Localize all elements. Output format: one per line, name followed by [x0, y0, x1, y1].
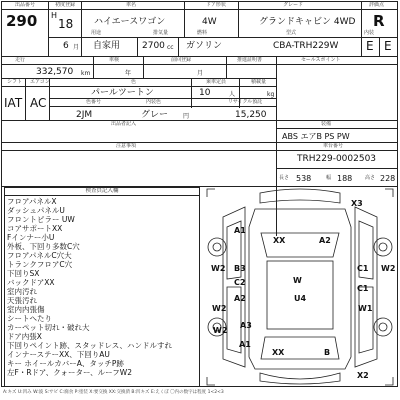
shaken-label: 車検	[109, 57, 120, 63]
overall-rating: R	[373, 12, 385, 30]
note-line: Fインナー小U	[7, 233, 55, 242]
chassis-number: TRH229-0002503	[297, 154, 377, 164]
length-label: 長さ	[279, 175, 290, 181]
width-label: 幅	[326, 175, 332, 181]
damage-mark: W	[293, 276, 302, 285]
damage-mark: X3	[351, 199, 363, 208]
rule	[93, 56, 94, 78]
month-unit: 月	[73, 44, 80, 51]
damage-mark: C1	[357, 264, 369, 273]
note-line: トランクフロアC穴	[7, 260, 73, 269]
note-line: 左F・Rドア、クォーター、ルーフW2	[7, 368, 132, 377]
rule	[143, 56, 144, 78]
interior-grade: E	[366, 39, 374, 53]
rule	[191, 78, 192, 108]
recycle-label: リサイクル預託	[228, 99, 263, 105]
rule	[1, 86, 276, 87]
width-value: 188	[337, 174, 353, 183]
rule	[184, 1, 185, 37]
km-unit: km	[81, 70, 91, 77]
note-line: シートへたり	[7, 314, 52, 323]
chassis-label: 型式	[286, 30, 297, 36]
damage-mark: W2	[213, 326, 228, 335]
doors-label: ドア形状	[206, 2, 226, 8]
interior-label: 内装	[364, 30, 375, 36]
note-line: 室内内張傷	[7, 305, 45, 314]
load-label: 積載量	[251, 79, 267, 85]
rule	[379, 37, 380, 56]
rule	[1, 64, 398, 65]
shift-value: IAT	[4, 96, 23, 110]
kg-unit: kg	[267, 91, 275, 98]
note-line: フロントピラー UW	[7, 215, 75, 224]
model-label: 車名	[126, 2, 137, 8]
damage-mark: X2	[357, 371, 369, 380]
reg-year: 18	[58, 17, 74, 31]
recycle-fee: 15,250	[235, 110, 267, 120]
note-line: 下回りペイント跡、スタッドレス、ハンドルすれ	[7, 341, 172, 350]
rule	[276, 150, 398, 151]
rule	[178, 37, 179, 56]
note-line: カーペット切れ・破れ大	[7, 323, 90, 332]
cc-unit: cc	[167, 44, 174, 51]
note-line: バックドアXX	[7, 278, 55, 287]
note-line: インナーステーXX、下回りAU	[7, 350, 110, 359]
rule	[81, 1, 82, 56]
rule	[276, 128, 398, 129]
rule	[238, 1, 239, 37]
damage-mark: XX	[273, 236, 286, 245]
rating-label: 評価点	[369, 2, 385, 8]
height-label: 高さ	[365, 175, 376, 181]
rule	[1, 9, 398, 10]
damage-mark: B3	[234, 264, 246, 273]
ac-label: エアコン	[30, 79, 50, 85]
rule	[1, 120, 398, 121]
color-number: 2JM	[76, 110, 93, 120]
lot-number: 290	[6, 12, 38, 30]
damage-mark: A2	[319, 236, 331, 245]
cc-label: 排気量	[153, 30, 169, 36]
length-value: 538	[296, 174, 312, 183]
lot-label: 出品番号	[15, 2, 36, 8]
damage-mark: C2	[234, 278, 246, 287]
damage-mark: W2	[381, 264, 396, 273]
history-label: 推進証明書	[237, 57, 263, 63]
note-line: フロアパネルC穴大	[7, 251, 72, 260]
use-label: 用途	[91, 30, 102, 36]
int-color-label: 内装色	[146, 99, 162, 105]
chassis-no-label: 車台番号	[323, 143, 344, 149]
rule	[1, 150, 276, 151]
color-no-label: 色番号	[86, 99, 102, 105]
rule	[48, 37, 398, 38]
note-line: ドア内張X	[7, 332, 42, 341]
grade-label: グレード	[283, 2, 304, 8]
note-line: 下回りSX	[7, 269, 40, 278]
fuel-type: ガソリン	[186, 41, 223, 51]
shift-label: シフト	[7, 79, 23, 85]
rule	[1, 142, 276, 143]
reg-month: 6	[63, 41, 69, 51]
mileage-value: 332,570	[36, 67, 74, 77]
rule	[49, 106, 276, 107]
prev-reg-label: 前回登録	[171, 57, 192, 63]
damage-mark: W1	[358, 304, 373, 313]
damage-mark: A2	[234, 294, 246, 303]
yen-unit: 円	[183, 113, 190, 120]
damage-legend: A:キズ U:凹み W:波 S:サビ C:腐食 P:塗装 X:要交換 XX:交換済 B:凹キズ E:えくぼ 〇内の数字は程度 1<2<3	[3, 390, 224, 395]
year-unit: 年	[125, 70, 132, 77]
auction-sheet	[1, 1, 398, 398]
damage-mark: W2	[211, 264, 226, 273]
mileage-label: 走行	[15, 57, 26, 63]
rule	[361, 1, 362, 56]
exhibitor-label: 出品者記入	[111, 121, 137, 127]
car-name: ハイエースワゴン	[94, 17, 166, 27]
year-label: 初度登録	[55, 2, 76, 8]
note-line: 室内汚れ	[7, 287, 37, 296]
note-line: キー ホイールカバーA、タッチP跡	[7, 359, 124, 368]
damage-mark: B	[324, 348, 331, 357]
ac-value: AC	[30, 96, 47, 110]
rule	[137, 37, 138, 56]
use-type: 自家用	[93, 41, 121, 51]
note-line: 天張汚れ	[7, 296, 37, 305]
rule	[276, 168, 398, 169]
car-grade: グランドキャビン 4WD	[259, 17, 356, 27]
body-color: パールツートン	[91, 88, 154, 98]
capacity-label: 乗車定員	[206, 79, 227, 85]
damage-mark: A1	[239, 340, 251, 349]
equipment-value: ABS エアB PS PW	[282, 132, 350, 141]
damage-mark: XX	[272, 348, 285, 357]
note-line: フロアパネルX	[7, 197, 57, 206]
equipment-label: 装備	[321, 121, 332, 127]
rule	[4, 195, 200, 196]
displacement: 2700	[142, 41, 165, 51]
damage-mark: C1	[357, 284, 369, 293]
rule	[25, 78, 26, 120]
interior-color: グレー	[141, 110, 169, 120]
height-value: 228	[380, 174, 396, 183]
note-line: 外板、下回り多数C穴	[7, 242, 80, 251]
fuel-label: 燃料	[197, 30, 208, 36]
exterior-grade: E	[384, 39, 392, 53]
damage-mark: A3	[240, 321, 252, 330]
attention-label: 注意事項	[116, 143, 137, 149]
era: H	[51, 11, 58, 20]
note-line: ダッシュパネルU	[7, 206, 65, 215]
rule	[48, 1, 49, 56]
seat-capacity: 10	[199, 88, 211, 98]
rule	[49, 78, 50, 120]
damage-mark: U4	[294, 294, 307, 303]
seller-points-label: セールスポイント	[301, 57, 341, 63]
model-code: CBA-TRH229W	[273, 41, 339, 51]
person-unit: 人	[229, 91, 236, 98]
rule	[226, 56, 227, 78]
damage-mark: W2	[212, 304, 227, 313]
inspector-label: 検査員記入欄	[85, 188, 119, 194]
note-line: コアサポートXX	[7, 224, 63, 233]
door-type: 4W	[202, 17, 217, 27]
month-unit: 月	[197, 70, 204, 77]
damage-mark: A1	[234, 226, 246, 235]
color-label: 色	[131, 79, 137, 85]
